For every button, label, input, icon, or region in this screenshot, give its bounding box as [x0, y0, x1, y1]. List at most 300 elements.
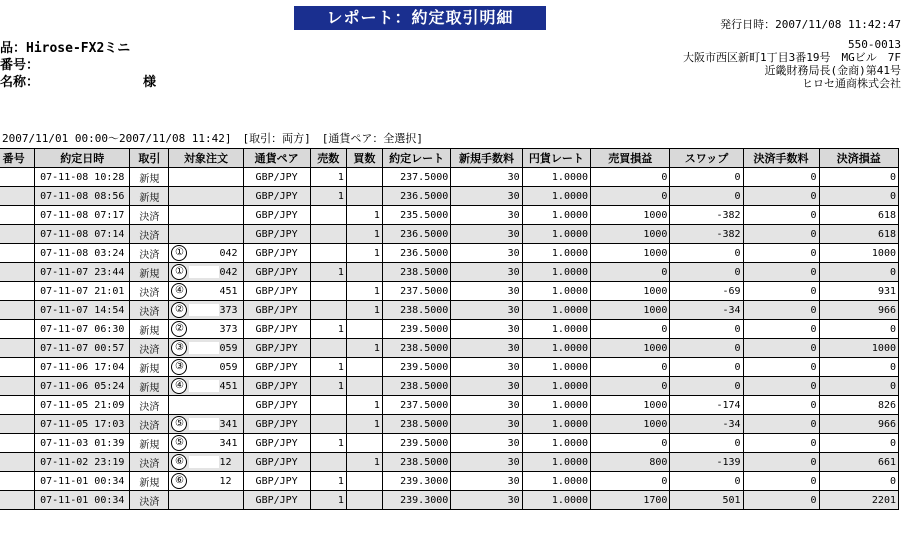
table-cell: 1: [347, 453, 382, 471]
table-cell: 0: [820, 434, 898, 452]
column-header: 円貨レート: [523, 149, 590, 167]
order-pair-marker: ①: [171, 245, 187, 261]
table-cell: 239.3000: [383, 491, 450, 509]
redaction: [189, 285, 219, 297]
order-pair-marker: ④: [171, 283, 187, 299]
column-header: 通貨ペア: [244, 149, 310, 167]
table-cell: 1.0000: [523, 377, 590, 395]
table-cell: [347, 187, 382, 205]
table-cell: 1: [311, 187, 346, 205]
table-cell: 0: [744, 206, 819, 224]
table-cell: 決済: [130, 206, 168, 224]
table-cell: 新規: [130, 263, 168, 281]
table-cell: [169, 339, 242, 357]
order-pair-marker: ③: [171, 359, 187, 375]
table-cell: 1.0000: [523, 339, 590, 357]
table-cell: 0: [591, 358, 669, 376]
table-cell: 0: [670, 358, 742, 376]
table-cell: 0: [670, 434, 742, 452]
table-row: [0, 396, 898, 414]
table-cell: 1: [311, 472, 346, 490]
order-pair-marker: ②: [171, 302, 187, 318]
table-row: [0, 320, 898, 338]
table-cell: GBP/JPY: [244, 472, 310, 490]
table-cell: 07-11-07 06:30: [35, 320, 129, 338]
table-cell: [169, 434, 242, 452]
table-cell: 0: [820, 320, 898, 338]
table-row: [0, 168, 898, 186]
table-cell: 07-11-07 00:57: [35, 339, 129, 357]
table-cell: 新規: [130, 168, 168, 186]
table-cell: 1000: [591, 244, 669, 262]
table-cell: -174: [670, 396, 742, 414]
table-cell: 30: [451, 225, 521, 243]
table-cell: 07-11-05 17:03: [35, 415, 129, 433]
table-cell: GBP/JPY: [244, 225, 310, 243]
order-ref-suffix: 059: [219, 343, 238, 354]
table-cell: [169, 282, 242, 300]
table-cell: [169, 415, 242, 433]
table-cell: 07-11-08 07:14: [35, 225, 129, 243]
table-cell: [0, 225, 34, 243]
table-cell: [0, 320, 34, 338]
table-cell: [169, 453, 242, 471]
table-cell: [0, 263, 34, 281]
table-cell: 1000: [820, 339, 898, 357]
table-cell: [347, 472, 382, 490]
order-pair-marker: ②: [171, 321, 187, 337]
table-cell: [311, 282, 346, 300]
table-cell: GBP/JPY: [244, 187, 310, 205]
table-cell: 1: [347, 244, 382, 262]
order-ref-suffix: 373: [219, 305, 238, 316]
table-cell: 07-11-05 21:09: [35, 396, 129, 414]
column-header: 決済損益: [820, 149, 898, 167]
table-cell: 1: [347, 396, 382, 414]
table-cell: GBP/JPY: [244, 434, 310, 452]
table-cell: 決済: [130, 244, 168, 262]
company-name: ヒロセ通商株式会社: [802, 77, 901, 90]
table-cell: 1.0000: [523, 187, 590, 205]
column-header: 対象注文: [169, 149, 242, 167]
table-cell: 07-11-02 23:19: [35, 453, 129, 471]
redaction: [189, 342, 219, 354]
redaction: [189, 437, 219, 449]
table-cell: [311, 206, 346, 224]
table-cell: 07-11-01 00:34: [35, 472, 129, 490]
table-cell: 501: [670, 491, 742, 509]
order-ref-suffix: 451: [219, 381, 238, 392]
table-cell: [0, 206, 34, 224]
table-row: [0, 187, 898, 205]
table-row: [0, 434, 898, 452]
table-cell: 30: [451, 377, 521, 395]
table-cell: 2201: [820, 491, 898, 509]
table-row: [0, 415, 898, 433]
table-cell: 236.5000: [383, 244, 450, 262]
column-header: 約定日時: [35, 149, 129, 167]
product-line: 品：Hirose-FX2ミニ: [0, 41, 131, 56]
redaction: [189, 418, 219, 430]
table-cell: [169, 187, 242, 205]
table-cell: GBP/JPY: [244, 282, 310, 300]
filter-period: 2007/11/01 00:00～2007/11/08 11:42] [取引：両方] [通貨ペア：全選択]: [2, 132, 424, 145]
table-cell: 30: [451, 472, 521, 490]
trade-table: [0, 148, 899, 510]
table-cell: 30: [451, 206, 521, 224]
company-address: 大阪市西区新町1丁目3番19号 MGビル 7F: [683, 51, 901, 64]
table-cell: 0: [591, 187, 669, 205]
table-row: [0, 377, 898, 395]
table-cell: 07-11-08 03:24: [35, 244, 129, 262]
table-cell: 0: [744, 472, 819, 490]
table-cell: [169, 491, 242, 509]
table-cell: 0: [670, 472, 742, 490]
order-ref-suffix: 373: [219, 324, 238, 335]
table-cell: 0: [744, 225, 819, 243]
table-cell: GBP/JPY: [244, 168, 310, 186]
table-cell: 0: [820, 358, 898, 376]
table-row: [0, 358, 898, 376]
table-cell: 1: [347, 301, 382, 319]
table-cell: [0, 491, 34, 509]
table-cell: 30: [451, 301, 521, 319]
table-cell: 0: [820, 377, 898, 395]
table-cell: [0, 434, 34, 452]
table-row: [0, 225, 898, 243]
table-cell: 239.5000: [383, 434, 450, 452]
table-cell: 0: [744, 415, 819, 433]
table-cell: GBP/JPY: [244, 453, 310, 471]
order-ref-suffix: 341: [219, 438, 238, 449]
table-cell: 決済: [130, 339, 168, 357]
company-info: [683, 38, 901, 90]
table-cell: [0, 396, 34, 414]
table-cell: 0: [744, 358, 819, 376]
table-cell: 07-11-07 14:54: [35, 301, 129, 319]
redaction: [189, 266, 219, 278]
table-cell: 07-11-01 00:34: [35, 491, 129, 509]
redaction: [189, 475, 219, 487]
table-cell: 0: [670, 187, 742, 205]
table-cell: 1000: [820, 244, 898, 262]
table-cell: 237.5000: [383, 168, 450, 186]
company-registration: 近畿財務局長(金商)第41号: [764, 64, 901, 77]
table-cell: [347, 358, 382, 376]
table-cell: [169, 244, 242, 262]
table-cell: 決済: [130, 282, 168, 300]
table-cell: GBP/JPY: [244, 339, 310, 357]
order-ref-suffix: 341: [219, 419, 238, 430]
table-cell: 1.0000: [523, 472, 590, 490]
table-cell: 30: [451, 434, 521, 452]
table-cell: 0: [744, 282, 819, 300]
table-cell: -34: [670, 415, 742, 433]
table-cell: 07-11-03 01:39: [35, 434, 129, 452]
table-cell: [169, 320, 242, 338]
table-cell: 826: [820, 396, 898, 414]
column-header: 買数: [347, 149, 382, 167]
table-cell: 0: [670, 168, 742, 186]
table-cell: [0, 453, 34, 471]
table-cell: 0: [744, 453, 819, 471]
order-ref-suffix: 451: [219, 286, 238, 297]
table-cell: 1: [311, 263, 346, 281]
table-cell: GBP/JPY: [244, 244, 310, 262]
table-cell: 1000: [591, 415, 669, 433]
table-cell: 1000: [591, 206, 669, 224]
table-cell: 決済: [130, 301, 168, 319]
column-header: 新規手数料: [451, 149, 521, 167]
table-cell: 238.5000: [383, 339, 450, 357]
table-cell: [347, 263, 382, 281]
table-cell: [0, 377, 34, 395]
column-header: 番号: [0, 149, 34, 167]
table-cell: -69: [670, 282, 742, 300]
table-cell: 1: [311, 168, 346, 186]
table-row: [0, 244, 898, 262]
table-cell: GBP/JPY: [244, 396, 310, 414]
table-cell: 1: [311, 320, 346, 338]
table-cell: 0: [820, 187, 898, 205]
table-cell: 1.0000: [523, 225, 590, 243]
table-cell: 決済: [130, 415, 168, 433]
table-cell: 966: [820, 301, 898, 319]
table-cell: 1000: [591, 282, 669, 300]
table-cell: GBP/JPY: [244, 206, 310, 224]
table-cell: 1: [311, 358, 346, 376]
table-cell: [311, 415, 346, 433]
order-ref-suffix: 059: [219, 362, 238, 373]
table-cell: [169, 472, 242, 490]
table-cell: 0: [820, 263, 898, 281]
column-header: 売数: [311, 149, 346, 167]
table-cell: 1.0000: [523, 320, 590, 338]
table-cell: 30: [451, 358, 521, 376]
table-cell: 618: [820, 225, 898, 243]
table-cell: [0, 415, 34, 433]
table-cell: [311, 339, 346, 357]
table-cell: 新規: [130, 377, 168, 395]
table-cell: 1: [311, 491, 346, 509]
table-cell: 1000: [591, 301, 669, 319]
table-cell: 0: [744, 187, 819, 205]
table-cell: 0: [591, 263, 669, 281]
table-cell: 決済: [130, 396, 168, 414]
column-header: 決済手数料: [744, 149, 819, 167]
table-cell: 07-11-06 17:04: [35, 358, 129, 376]
table-cell: 1.0000: [523, 491, 590, 509]
table-cell: 0: [670, 244, 742, 262]
table-cell: 新規: [130, 320, 168, 338]
table-row: [0, 263, 898, 281]
table-cell: 1: [347, 415, 382, 433]
table-cell: [0, 168, 34, 186]
table-row: [0, 453, 898, 471]
table-cell: [311, 301, 346, 319]
table-cell: 1: [347, 282, 382, 300]
order-pair-marker: ④: [171, 378, 187, 394]
table-cell: 966: [820, 415, 898, 433]
table-cell: 新規: [130, 472, 168, 490]
table-cell: 0: [744, 377, 819, 395]
table-cell: 1: [347, 339, 382, 357]
table-cell: 1.0000: [523, 415, 590, 433]
table-cell: 1.0000: [523, 358, 590, 376]
table-cell: [0, 358, 34, 376]
table-cell: [311, 453, 346, 471]
table-row: [0, 472, 898, 490]
table-cell: [311, 244, 346, 262]
order-pair-marker: ⑥: [171, 454, 187, 470]
table-cell: [0, 339, 34, 357]
table-cell: 1: [347, 206, 382, 224]
table-cell: 1.0000: [523, 434, 590, 452]
table-cell: 0: [744, 491, 819, 509]
table-cell: [0, 244, 34, 262]
table-cell: 30: [451, 244, 521, 262]
order-ref-suffix: 042: [219, 248, 238, 259]
table-cell: 30: [451, 320, 521, 338]
column-header: 約定レート: [383, 149, 450, 167]
table-cell: 1.0000: [523, 453, 590, 471]
table-cell: 238.5000: [383, 453, 450, 471]
column-header: 取引: [130, 149, 168, 167]
table-cell: 238.5000: [383, 301, 450, 319]
table-cell: -139: [670, 453, 742, 471]
redaction: [189, 361, 219, 373]
table-cell: 30: [451, 187, 521, 205]
issued-at: 発行日時：2007/11/08 11:42:47: [720, 18, 901, 31]
table-cell: 1: [311, 434, 346, 452]
company-postal: 550-0013: [848, 38, 901, 51]
table-cell: [311, 225, 346, 243]
table-cell: [169, 263, 242, 281]
table-cell: 07-11-07 23:44: [35, 263, 129, 281]
table-cell: 30: [451, 453, 521, 471]
table-cell: 1700: [591, 491, 669, 509]
table-cell: 237.5000: [383, 396, 450, 414]
table-cell: [0, 301, 34, 319]
table-cell: -382: [670, 225, 742, 243]
table-cell: [0, 187, 34, 205]
table-row: [0, 206, 898, 224]
table-cell: GBP/JPY: [244, 415, 310, 433]
order-ref-suffix: 12: [219, 457, 232, 468]
column-header: スワップ: [670, 149, 742, 167]
table-cell: 0: [744, 244, 819, 262]
table-cell: [347, 434, 382, 452]
table-cell: 30: [451, 263, 521, 281]
table-cell: 237.5000: [383, 282, 450, 300]
table-cell: [347, 377, 382, 395]
honorific: 様: [143, 75, 157, 90]
table-row: [0, 339, 898, 357]
table-cell: 1: [311, 377, 346, 395]
table-row: [0, 282, 898, 300]
table-cell: 0: [670, 263, 742, 281]
table-cell: [169, 225, 242, 243]
table-cell: [0, 282, 34, 300]
table-cell: 0: [744, 396, 819, 414]
table-cell: 1.0000: [523, 206, 590, 224]
table-cell: 0: [591, 320, 669, 338]
order-pair-marker: ⑥: [171, 473, 187, 489]
table-cell: 07-11-08 07:17: [35, 206, 129, 224]
table-cell: 235.5000: [383, 206, 450, 224]
table-cell: 07-11-08 10:28: [35, 168, 129, 186]
table-cell: 238.5000: [383, 263, 450, 281]
number-line: 番号：: [0, 58, 40, 73]
table-cell: [169, 168, 242, 186]
table-cell: 1.0000: [523, 301, 590, 319]
table-cell: GBP/JPY: [244, 320, 310, 338]
redaction: [189, 380, 219, 392]
table-cell: 236.5000: [383, 187, 450, 205]
order-ref-suffix: 12: [219, 476, 232, 487]
table-cell: 決済: [130, 225, 168, 243]
table-cell: [169, 377, 242, 395]
redaction: [189, 247, 219, 259]
table-cell: -382: [670, 206, 742, 224]
table-cell: 1.0000: [523, 396, 590, 414]
table-cell: [169, 358, 242, 376]
account-info: [0, 40, 157, 91]
redaction: [189, 323, 219, 335]
table-cell: [0, 472, 34, 490]
table-cell: 0: [744, 320, 819, 338]
table-cell: GBP/JPY: [244, 491, 310, 509]
table-cell: [347, 168, 382, 186]
table-cell: 236.5000: [383, 225, 450, 243]
table-cell: 0: [744, 263, 819, 281]
order-pair-marker: ⑤: [171, 435, 187, 451]
table-cell: 07-11-07 21:01: [35, 282, 129, 300]
table-cell: 239.5000: [383, 320, 450, 338]
table-cell: 決済: [130, 491, 168, 509]
table-cell: -34: [670, 301, 742, 319]
table-cell: 0: [591, 472, 669, 490]
table-cell: 238.5000: [383, 415, 450, 433]
table-cell: 239.5000: [383, 358, 450, 376]
table-cell: 30: [451, 168, 521, 186]
table-cell: 238.5000: [383, 377, 450, 395]
table-cell: 0: [670, 320, 742, 338]
table-cell: 1.0000: [523, 263, 590, 281]
table-cell: 0: [744, 301, 819, 319]
table-row: [0, 301, 898, 319]
table-cell: 800: [591, 453, 669, 471]
table-cell: 決済: [130, 453, 168, 471]
table-header-row: [0, 149, 898, 167]
name-line: 名称：: [0, 75, 40, 90]
order-pair-marker: ③: [171, 340, 187, 356]
table-cell: GBP/JPY: [244, 263, 310, 281]
table-cell: GBP/JPY: [244, 377, 310, 395]
table-cell: 07-11-06 05:24: [35, 377, 129, 395]
table-cell: GBP/JPY: [244, 301, 310, 319]
table-cell: 0: [670, 339, 742, 357]
redaction: [189, 456, 219, 468]
table-cell: 0: [744, 339, 819, 357]
table-cell: 新規: [130, 358, 168, 376]
table-body: [0, 168, 898, 509]
table-cell: 30: [451, 339, 521, 357]
table-cell: 1: [347, 225, 382, 243]
table-cell: [169, 301, 242, 319]
table-cell: 30: [451, 396, 521, 414]
table-cell: 0: [744, 434, 819, 452]
